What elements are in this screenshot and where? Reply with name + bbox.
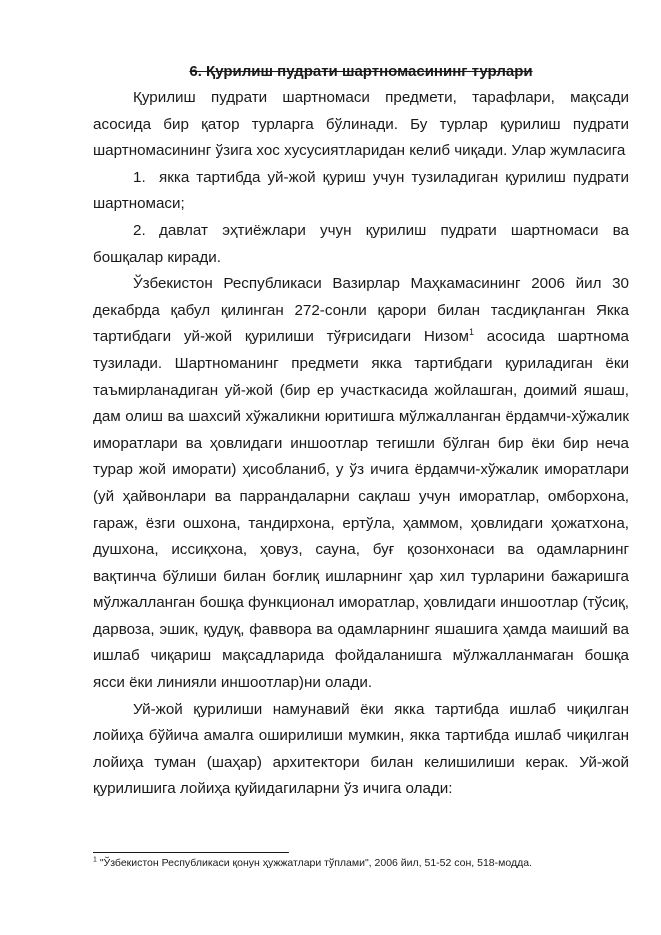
list-item-text: давлат эҳтиёжлари учун қурилиш пудрати шартномаси ва бошқалар киради. — [93, 221, 629, 266]
list-item-number: 2. — [133, 221, 146, 239]
footnote-reference[interactable]: 1 — [468, 327, 474, 338]
paragraph-project: Уй-жой қурилиши намунавий ёки якка тартибда ишлаб чиқилган лойиҳа бўйича амалга оширилиши мумкин, якка тартибда ишлаб чиқилган лойиҳа туман (шаҳар) архитектори билан келишилиши керак. Уй-жой қурилишига лойиҳа қуйидагиларни ўз ичига олади: — [93, 700, 629, 798]
list-item-number: 1. — [133, 168, 146, 186]
document-body — [93, 85, 629, 803]
paragraph-regulation — [93, 271, 629, 697]
footnote-mark: 1 — [93, 856, 97, 864]
section-heading: 6. Қурилиш пудрати шартномасининг турлари — [189, 63, 533, 80]
paragraph-regulation-start: Ўзбекистон Республикаси Вазирлар Маҳкамасининг 2006 йил 30 декабрда қабул қилинган 272-сонли қарори билан тасдиқланган Якка тартибдаги уй-жой қурилиши тўғрисидаги Низом — [93, 275, 629, 346]
paragraph-regulation-rest: асосида шартнома тузилади. Шартноманинг предмети якка тартибдаги қуриладиган ёки таъмирланадиган уй-жой (бир ер участкасида жойлашган, доимий яшаш, дам олиш ва шахсий хўжаликни юритишга мўлжалланган ёрдамчи-хўжалик иморатлари ва ҳовлидаги иншоотлар тегишли бўлган бир ёки бир неча турар жой иморати) ҳисобланиб, у ўз ичига ёрдамчи-хўжалик иморатлари (уй ҳайвонлари ва паррандаларни сақлаш учун иморатлар, омборхона, гараж, ёзги ошхона, тандирхона, ертўла, ҳаммом, ҳовлидаги ҳожатхона, душхона, иссиқхона, ҳовуз, сауна, буғ қозонхонаси ва одамларнинг вақтинча бўлиши билан боғлиқ ишларнинг ҳар хил турларини бажаришга мўлжалланган бошқа функционал иморатлар, ҳовлидаги иншоотлар (тўсиқ, дарвоза, эшик, қудуқ, фаввора ва одамларнинг яшашига ҳамда маиший ва ишлаб чиқариш мақсадларида фойдаланишга мўлжалланмаган бошқа ясси ёки линияли иншоотлар)ни олади. — [93, 328, 629, 692]
paragraph-intro: Қурилиш пудрати шартномаси предмети, тарафлари, мақсади асосида бир қатор турларга бўлинади. Бу турлар қурилиш пудрати шартномасининг ўзига хос хусусиятларидан келиб чиқади. Улар жумласига — [93, 89, 629, 160]
footnote-text: "Ўзбекистон Республикаси қонун ҳужжатлари тўплами", 2006 йил, 51-52 сон, 518-модда. — [96, 857, 532, 869]
list-item — [93, 165, 629, 218]
footnote — [93, 856, 633, 871]
footnote-separator — [93, 852, 289, 853]
list-item-text: якка тартибда уй-жой қуриш учун тузиладиган қурилиш пудрати шартномаси; — [93, 168, 629, 213]
list-item — [93, 218, 629, 271]
